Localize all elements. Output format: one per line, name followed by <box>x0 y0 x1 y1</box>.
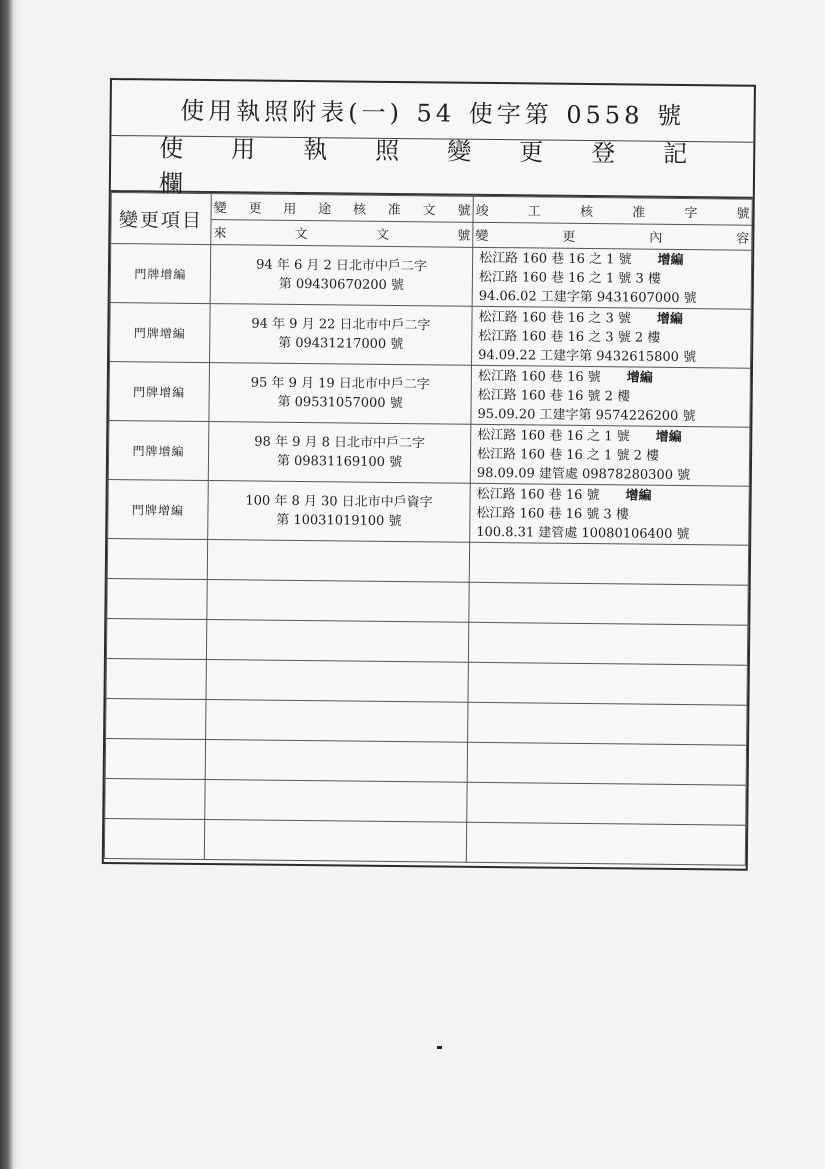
approval-doc <box>208 422 471 484</box>
completion-permit: 98.09.09 建管處 09878280300 號 <box>476 465 691 483</box>
header-char: 用 <box>283 201 297 217</box>
empty-cell <box>467 782 746 825</box>
change-item: 門牌增編 <box>110 244 211 304</box>
change-content <box>472 306 752 368</box>
header-char: 容 <box>736 231 750 247</box>
header-char: 字 <box>684 205 698 221</box>
empty-row <box>105 738 746 785</box>
addition-tag: 增編 <box>656 311 684 327</box>
empty-cell <box>106 698 206 739</box>
doc-line-1: 94 年 6 月 2 日北市中戶二字 <box>256 257 427 275</box>
completion-permit: 100.8.31 建管處 10080106400 號 <box>476 524 690 542</box>
empty-row <box>106 618 747 665</box>
empty-cell <box>107 539 207 580</box>
header-char: 竣 <box>475 203 489 219</box>
header-char: 更 <box>562 229 576 246</box>
doc-line-1: 94 年 9 月 22 日北市中戶二字 <box>251 316 431 334</box>
empty-cell <box>466 822 745 865</box>
permit-appendix-form <box>102 78 756 871</box>
empty-cell <box>468 662 747 705</box>
empty-row <box>105 778 746 825</box>
header-char: 文 <box>422 203 436 219</box>
empty-cell <box>468 702 747 745</box>
scan-speck <box>437 1046 442 1049</box>
empty-cell <box>104 818 204 859</box>
empty-cell <box>206 660 468 703</box>
address-line-2: 松江路 160 巷 16 之 1 號 2 樓 <box>477 446 660 464</box>
address-line-1: 松江路 160 巷 16 之 1 號 <box>477 427 630 444</box>
doc-line-2: 第 09531057000 號 <box>277 394 403 412</box>
header-char: 文 <box>294 227 308 243</box>
header-char: 號 <box>457 228 471 245</box>
empty-cell <box>107 578 207 619</box>
form-title: 使用執照附表(一) 54 使字第 0558 號 <box>111 80 754 143</box>
header-char: 准 <box>632 205 646 221</box>
completion-permit: 95.09.20 工建字第 9574226200 號 <box>477 406 696 424</box>
change-content <box>470 424 750 486</box>
addition-tag: 增編 <box>625 487 652 504</box>
header-char: 內 <box>649 230 663 247</box>
form-subtitle: 使用執照變更登記欄 <box>111 136 754 199</box>
completion-permit: 94.06.02 工建字第 9431607000 號 <box>478 288 697 306</box>
header-char: 工 <box>527 204 541 220</box>
approval-doc <box>209 363 472 425</box>
header-char: 途 <box>318 201 332 218</box>
addition-tag: 增編 <box>655 429 682 445</box>
addition-tag: 增編 <box>626 369 653 386</box>
empty-cell <box>206 620 468 663</box>
change-record-table <box>104 192 753 866</box>
empty-cell <box>205 780 467 823</box>
table-row <box>110 244 752 310</box>
doc-line-2: 第 09831169100 號 <box>276 453 403 471</box>
approval-doc <box>208 481 471 543</box>
change-item: 門牌增編 <box>109 362 210 422</box>
empty-row <box>104 818 745 865</box>
table-row <box>108 421 750 487</box>
addition-tag: 增編 <box>657 252 684 268</box>
approval-doc <box>210 304 473 366</box>
doc-line-2: 第 10031019100 號 <box>276 512 402 530</box>
change-item: 門牌增編 <box>108 480 209 540</box>
header-char: 核 <box>352 202 367 218</box>
empty-cell <box>207 540 469 583</box>
header-change-item: 變更項目 <box>111 193 212 245</box>
empty-cell <box>205 740 467 783</box>
empty-cell <box>106 658 206 699</box>
change-item: 門牌增編 <box>108 421 209 481</box>
empty-cell <box>207 580 469 623</box>
completion-permit: 94.09.22 工建字第 9432615800 號 <box>478 347 697 365</box>
address-line-2: 松江路 160 巷 16 之 3 號 2 樓 <box>478 328 661 346</box>
header-char: 號 <box>457 203 471 219</box>
address-line-1: 松江路 160 巷 16 之 3 號 <box>478 309 632 326</box>
change-content <box>471 365 751 427</box>
header-char: 變 <box>213 200 227 216</box>
address-line-1: 松江路 160 巷 16 號 <box>476 486 600 503</box>
empty-cell <box>106 618 206 659</box>
empty-row <box>107 578 748 625</box>
address-line-1: 松江路 160 巷 16 之 1 號 <box>479 250 632 267</box>
header-char: 來 <box>213 226 227 242</box>
header-char: 准 <box>387 202 401 218</box>
empty-row <box>106 658 747 705</box>
address-line-2: 松江路 160 巷 16 之 1 號 3 樓 <box>478 269 661 287</box>
header-doc-bottom <box>213 222 470 244</box>
empty-cell <box>204 820 466 863</box>
empty-cell <box>469 582 748 625</box>
table-row <box>109 362 751 428</box>
doc-line-2: 第 09431217000 號 <box>278 335 404 353</box>
empty-row <box>106 698 747 745</box>
doc-line-2: 第 09430670200 號 <box>278 276 405 294</box>
header-char: 更 <box>248 201 262 217</box>
change-item: 門牌增編 <box>110 303 211 363</box>
address-line-2: 松江路 160 巷 16 號 2 樓 <box>477 387 631 404</box>
empty-cell <box>467 742 746 785</box>
header-char: 文 <box>375 228 390 244</box>
empty-cell <box>105 738 205 779</box>
header-chg-bottom <box>475 225 749 247</box>
doc-line-1: 95 年 9 月 19 日北市中戶二字 <box>250 375 430 393</box>
empty-row <box>107 539 748 586</box>
empty-cell <box>206 700 468 743</box>
doc-line-1: 98 年 9 月 8 日北市中戶二字 <box>254 434 426 452</box>
empty-cell <box>469 542 748 585</box>
table-row <box>108 480 750 546</box>
header-char: 核 <box>579 204 594 220</box>
header-char: 變 <box>475 229 489 245</box>
address-line-2: 松江路 160 巷 16 號 3 樓 <box>476 505 629 522</box>
empty-cell <box>468 622 747 665</box>
empty-cell <box>105 778 205 819</box>
table-row <box>110 303 752 369</box>
doc-line-1: 100 年 8 月 30 日北市中戶資字 <box>245 493 433 511</box>
address-line-1: 松江路 160 巷 16 號 <box>477 368 601 385</box>
header-char: 號 <box>736 206 750 222</box>
change-content <box>470 483 750 545</box>
change-content <box>472 247 752 309</box>
approval-doc <box>210 245 473 307</box>
